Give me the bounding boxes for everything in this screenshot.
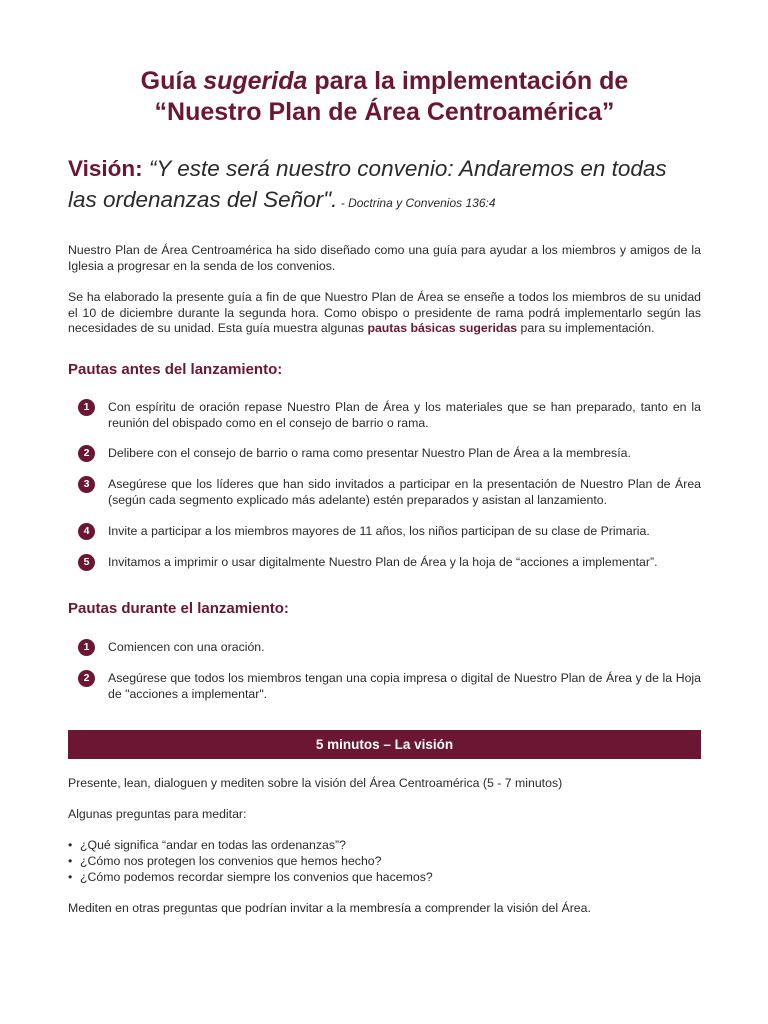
title-line-2: “Nuestro Plan de Área Centroamérica”: [154, 98, 615, 126]
question-text: ¿Cómo nos protegen los convenios que hemos hecho?: [80, 854, 382, 868]
before-step-2: [78, 446, 701, 462]
intro-p2-end: para su implementación.: [517, 321, 655, 336]
title-line-1: [68, 66, 701, 97]
step-text: Comiencen con una oración.: [108, 640, 265, 654]
list-item: [68, 837, 701, 853]
document-title: [68, 66, 701, 128]
step-text: Invite a participar a los miembros mayores de 11 años, los niños participan de su clase de Primaria.: [108, 524, 650, 538]
step-number-badge: 5: [78, 554, 95, 571]
list-item: [68, 869, 701, 885]
vision-statement: [68, 153, 701, 219]
before-step-4: [78, 524, 701, 540]
step-text: Con espíritu de oración repase Nuestro Plan de Área y los materiales que se han preparado, tanto en la reunión del obispado como en el consejo de barrio o rama.: [108, 400, 701, 430]
step-text: Asegúrese que los líderes que han sido invitados a participar en la presentación de Nuestro Plan de Área (según cada segmento explicado más adelante) estén preparados y asistan al lanzamiento.: [108, 477, 701, 507]
step-number-badge: 2: [78, 445, 95, 462]
step-number-badge: 4: [78, 523, 95, 540]
step-text: Asegúrese que todos los miembros tengan una copia impresa o digital de Nuestro Plan de Área y de la Hoja de "acciones a implementar".: [108, 671, 701, 701]
before-step-5: [78, 555, 701, 571]
title-emphasis: sugerida: [203, 67, 308, 95]
title-prefix: Guía: [140, 67, 204, 95]
during-step-1: [78, 640, 701, 656]
intro-p2-text: Se ha elaborado la presente guía a fin de que Nuestro Plan de Área se enseñe a todos los miembros de su unidad el 10 de diciembre durante la segunda hora. Como obispo o presidente de rama podrá implementarlo según las necesidades de su unidad. Esta guía muestra algunas: [68, 290, 701, 336]
step-text: Invitamos a imprimir o usar digitalmente Nuestro Plan de Área y la hoja de “acciones a implementar”.: [108, 555, 658, 569]
question-text: ¿Cómo podemos recordar siempre los convenios que hacemos?: [80, 870, 433, 884]
during-launch-heading: Pautas durante el lanzamiento:: [68, 600, 289, 617]
intro-p2-bold: pautas básicas sugeridas: [367, 321, 518, 336]
intro-paragraph-2: [68, 290, 701, 337]
intro-paragraph-1: Nuestro Plan de Área Centroamérica ha sido diseñado como una guía para ayudar a los miembros y amigos de la Iglesia a progresar en la senda de los convenios.: [68, 243, 701, 273]
vision-label: Visión:: [68, 156, 143, 181]
bullet-icon: •: [68, 838, 73, 852]
step-number-badge: 2: [78, 670, 95, 687]
section-banner: 5 minutos – La visión: [68, 730, 701, 759]
before-step-3: [78, 477, 701, 508]
step-text: Delibere con el consejo de barrio o rama como presentar Nuestro Plan de Área a la membresía.: [108, 446, 631, 460]
question-text: ¿Qué significa “andar en todas las ordenanzas”?: [80, 838, 346, 852]
list-item: [68, 853, 701, 869]
title-suffix: para la implementación de: [307, 67, 629, 95]
before-launch-heading: Pautas antes del lanzamiento:: [68, 361, 283, 378]
bullet-icon: •: [68, 870, 73, 884]
vision-quote: “Y este será nuestro convenio: Andaremos en todas las ordenanzas del Señor".: [68, 156, 667, 212]
questions-lead: Algunas preguntas para meditar:: [68, 807, 247, 821]
vision-reference: - Doctrina y Convenios 136:4: [337, 196, 496, 210]
segment-intro: Presente, lean, dialoguen y mediten sobre la visión del Área Centroamérica (5 - 7 minutos): [68, 776, 563, 790]
during-step-2: [78, 671, 701, 702]
closing-paragraph: Mediten en otras preguntas que podrían invitar a la membresía a comprender la visión del Área.: [68, 901, 591, 915]
step-number-badge: 1: [78, 399, 95, 416]
step-number-badge: 3: [78, 476, 95, 493]
step-number-badge: 1: [78, 639, 95, 656]
questions-list: [68, 837, 701, 885]
before-step-1: [78, 400, 701, 431]
bullet-icon: •: [68, 854, 73, 868]
